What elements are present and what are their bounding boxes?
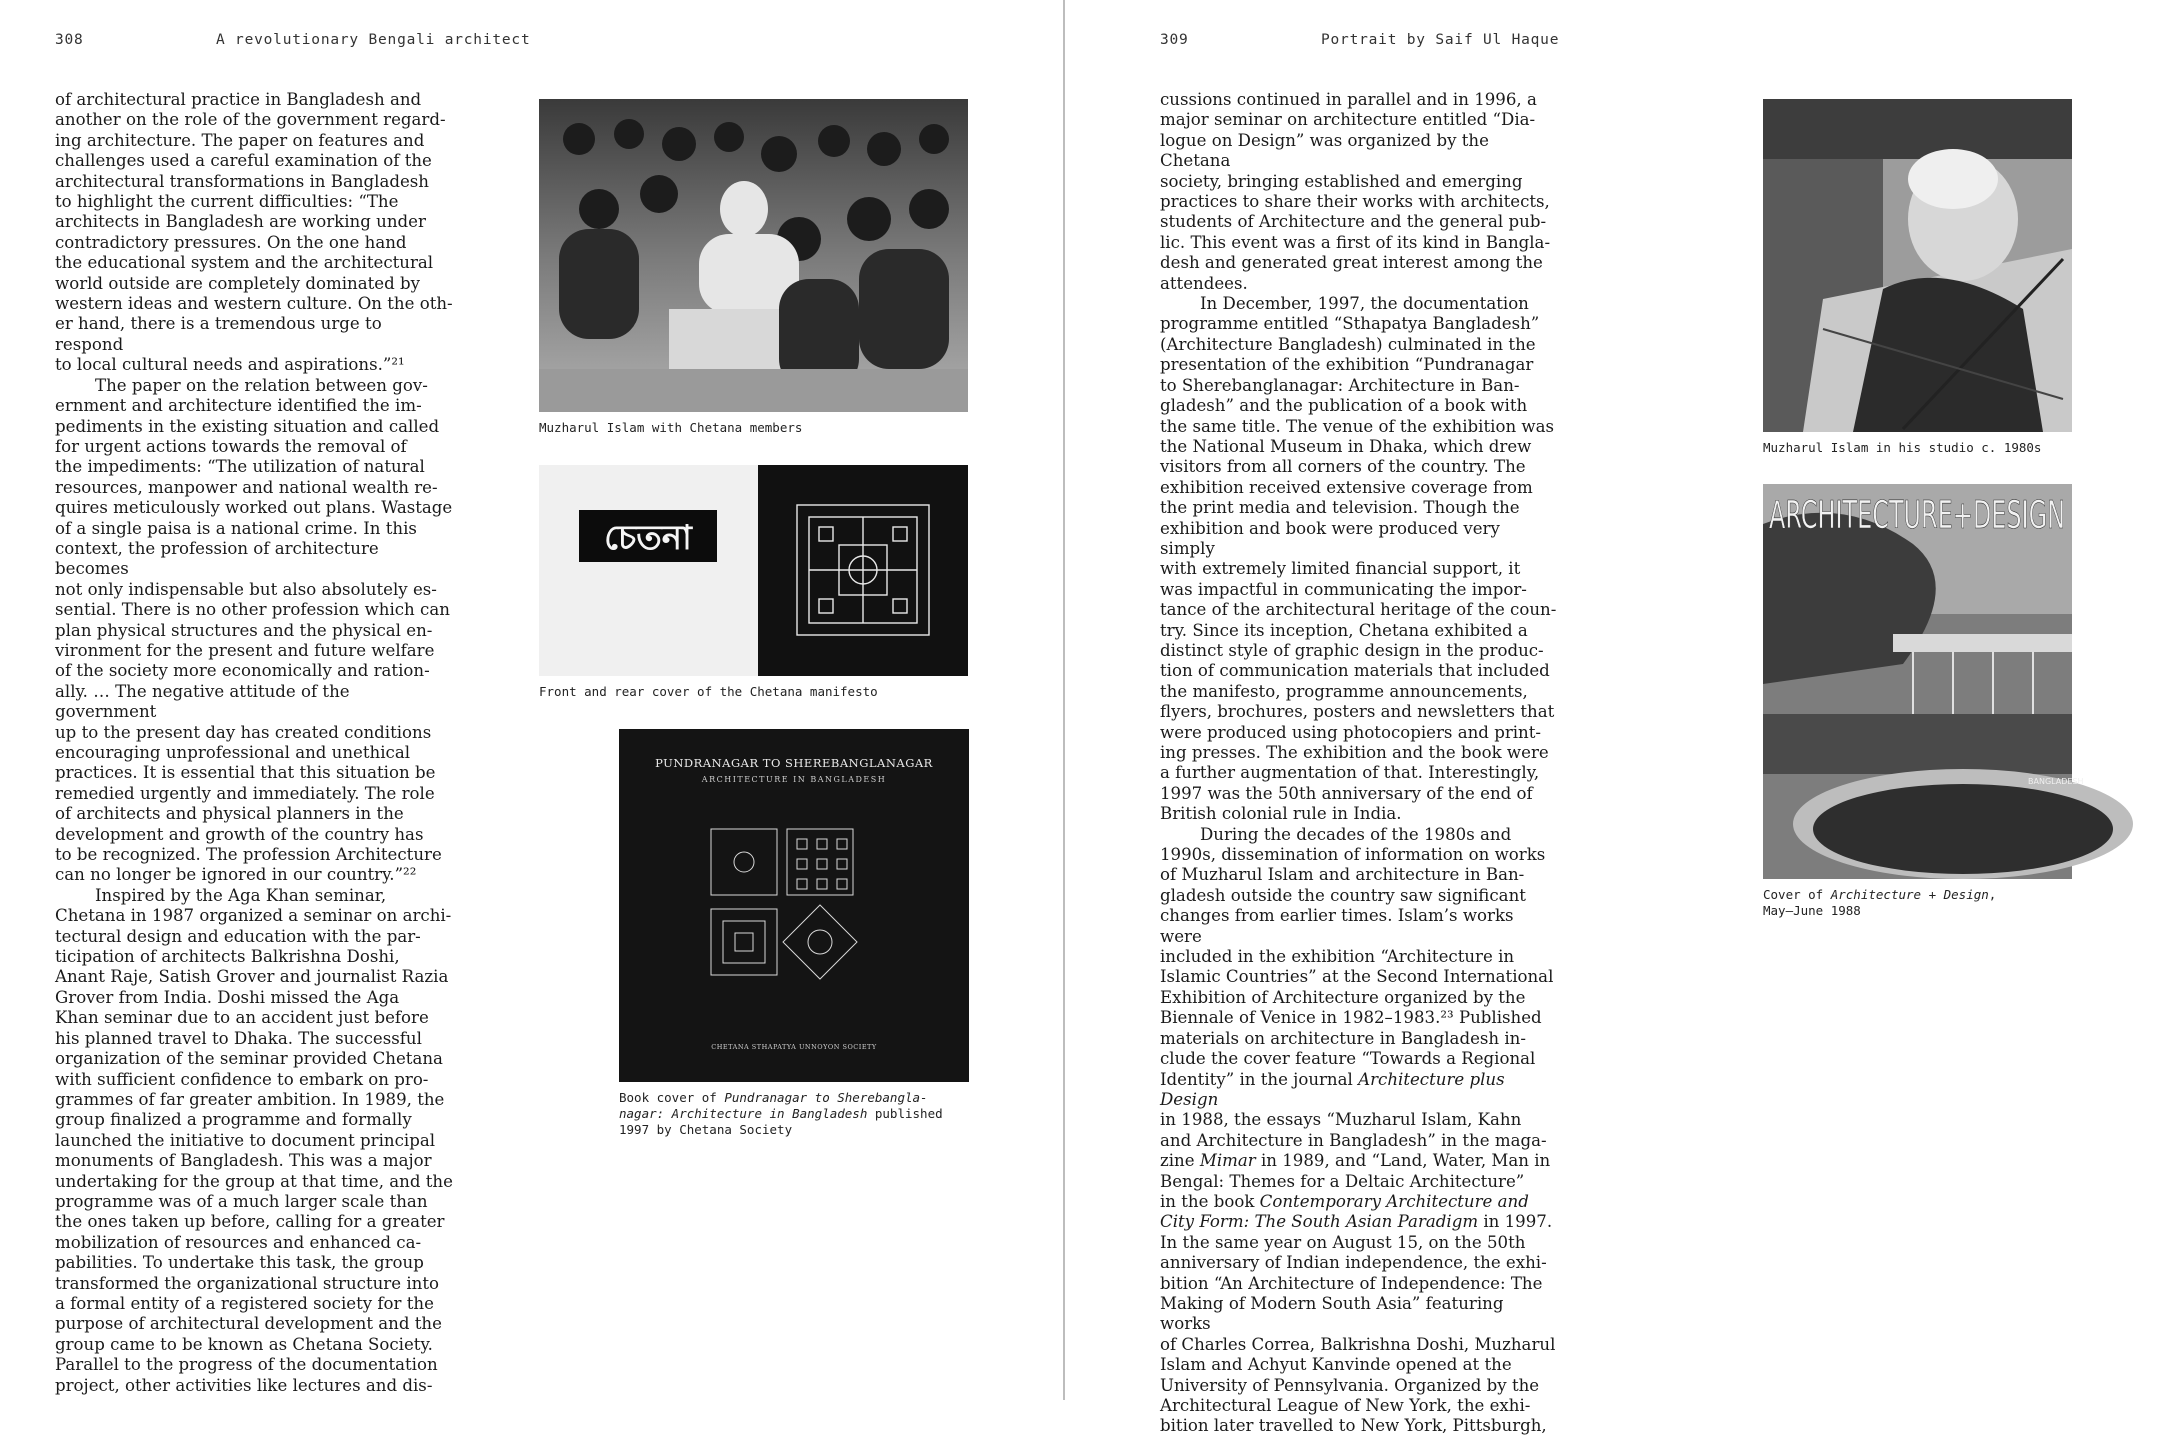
text-line: clude the cover feature “Towards a Regional [1160,1049,1536,1069]
text-line: desh and generated great interest among the [1160,253,1543,273]
caption-line: May–June 1988 [1763,903,1861,918]
text-line: In December, 1997, the documentation [1200,294,1529,314]
body-paragraph [55,886,453,1396]
text-line: visitors from all corners of the country. The [1160,457,1526,477]
text-line: Making of Modern South Asia” featuring works [1160,1293,1504,1334]
text-line: try. Since its inception, Chetana exhibited a [1160,620,1528,640]
studio-portrait-photo [1763,99,2072,432]
text-line: ing architecture. The paper on features and [55,130,425,150]
left-page [0,0,1063,1400]
chetana-members-photo [539,99,968,412]
text-line: bition later travelled to New York, Pittsburgh, [1160,1416,1547,1436]
text-line: western ideas and western culture. On the oth- [55,294,453,314]
text-line: flyers, brochures, posters and newsletters that [1160,702,1555,722]
text-line: of architects and physical planners in the [55,804,404,824]
body-paragraph [1160,825,1558,1437]
text-line: contradictory pressures. On the one hand [55,232,407,252]
text-line: to Sherebanglanagar: Architecture in Ban- [1160,375,1520,395]
text-line: distinct style of graphic design in the produc- [1160,640,1544,660]
text-line: monuments of Bangladesh. This was a major [55,1151,432,1171]
text-line: with extremely limited financial support, it [1160,559,1521,579]
body-column [1160,90,1558,1437]
photo-caption [539,420,959,436]
text-line: During the decades of the 1980s and [1200,824,1512,844]
text-line: the print media and television. Though the [1160,498,1520,518]
text-line: to highlight the current difficulties: “The [55,192,399,212]
text-line: presentation of the exhibition “Pundranagar [1160,355,1534,375]
text-line: plan physical structures and the physical en- [55,620,433,640]
running-head: A revolutionary Bengali architect [216,32,531,48]
text-line: context, the profession of architecture becomes [55,538,379,579]
book-title: PUNDRANAGAR TO SHEREBANGLANAGAR [655,756,933,770]
text-line: ticipation of architects Balkrishna Doshi, [55,947,400,967]
text-line: exhibition and book were produced very simply [1160,518,1500,558]
text-line: the National Museum in Dhaka, which drew [1160,436,1532,456]
text-line: a formal entity of a registered society for the [55,1293,434,1313]
text-line: programme was of a much larger scale than [55,1191,428,1211]
text-line: purpose of architectural development and the [55,1314,442,1334]
text-line: with sufficient confidence to embark on pro- [55,1069,429,1089]
text-line: resources, manpower and national wealth re- [55,477,438,497]
text-line: vironment for the present and future welfare [55,640,435,660]
book-subtitle: ARCHITECTURE IN BANGLADESH [701,775,887,784]
text-line: in 1988, the essays “Muzharul Islam, Kahn [1160,1110,1522,1130]
text-line: materials on architecture in Bangladesh in- [1160,1028,1526,1048]
text-line: to local cultural needs and aspirations.”²¹ [55,355,405,375]
text-line: was impactful in communicating the impor- [1160,579,1527,599]
right-page [1065,0,2128,1436]
text-line: Parallel to the progress of the documentation [55,1355,438,1375]
text-line: and Architecture in Bangladesh” in the maga- [1160,1130,1547,1150]
text-line: society, bringing established and emerging [1160,171,1523,191]
text-line: challenges used a careful examination of the [55,151,432,171]
caption-line: nagar: Architecture in Bangladesh published [619,1106,943,1121]
text-line: Islamic Countries” at the Second International [1160,967,1554,987]
text-line: architects in Bangladesh are working under [55,212,426,232]
text-line: The paper on the relation between gov- [95,375,428,395]
photo-caption [539,684,959,700]
text-line: exhibition received extensive coverage from [1160,477,1533,497]
text-line: Anant Raje, Satish Grover and journalist Razia [55,967,449,987]
text-line: In the same year on August 15, on the 50th [1160,1232,1526,1252]
text-line: lic. This event was a first of its kind in Bangla- [1160,232,1551,252]
text-line: group finalized a programme and formally [55,1110,412,1130]
text-line: encouraging unprofessional and unethical [55,743,411,762]
text-line: Architectural League of New York, the exhi- [1160,1396,1531,1415]
text-line: University of Pennsylvania. Organized by the [1160,1375,1540,1395]
text-line: another on the role of the government regard- [55,110,446,130]
text-line: organization of the seminar provided Chetana [55,1049,443,1069]
photo-caption [1763,887,2183,919]
text-line: the same title. The venue of the exhibition was [1160,416,1555,436]
text-line: group came to be known as Chetana Society. [55,1334,433,1354]
text-line: Identity” in the journal Architecture plus Design [1160,1069,1505,1109]
text-line: ing presses. The exhibition and the book were [1160,743,1549,762]
text-line: practices. It is essential that this situation be [55,763,436,783]
caption-line: Muzharul Islam with Chetana members [539,420,803,435]
text-line: not only indispensable but also absolutely es- [55,579,437,599]
magazine-masthead: ARCHITECTURE+DESIGN [1769,493,2065,537]
manifesto-logo: চেতনা [604,518,692,558]
text-line: a further augmentation of that. Interestingly, [1160,763,1540,783]
text-line: British colonial rule in India. [1160,804,1402,824]
text-line: grammes of far greater ambition. In 1989, the [55,1089,445,1109]
text-line: launched the initiative to document principal [55,1130,436,1150]
text-line: were produced using photocopiers and print- [1160,722,1542,742]
body-paragraph [1160,294,1558,825]
text-line: of Muzharul Islam and architecture in Ban- [1160,865,1525,885]
text-line: can no longer be ignored in our country.”²² [55,865,417,885]
text-line: Biennale of Venice in 1982–1983.²³ Published [1160,1008,1542,1028]
text-line: er hand, there is a tremendous urge to respond [55,314,382,354]
text-line: Inspired by the Aga Khan seminar, [95,885,387,905]
body-paragraph [1160,90,1558,294]
body-paragraph [55,90,453,376]
pundranagar-book-cover [619,729,969,1082]
text-line: quires meticulously worked out plans. Wastage [55,498,453,518]
body-column [55,90,453,1396]
text-line: in the book Contemporary Architecture and [1160,1191,1529,1211]
text-line: ally. … The negative attitude of the government [55,681,350,722]
text-line: development and growth of the country has [55,824,424,844]
text-line: the impediments: “The utilization of natural [55,457,425,477]
caption-line: 1997 by Chetana Society [619,1122,793,1137]
text-line: City Form: The South Asian Paradigm in 1997. [1160,1212,1553,1232]
caption-line: Front and rear cover of the Chetana manifesto [539,684,878,699]
text-line: cussions continued in parallel and in 1996, a [1160,90,1537,109]
text-line: tion of communication materials that included [1160,661,1550,681]
text-line: up to the present day has created conditions [55,722,432,742]
text-line: 1990s, dissemination of information on works [1160,845,1546,865]
text-line: major seminar on architecture entitled “Dia- [1160,110,1536,130]
text-line: sential. There is no other profession which can [55,600,450,620]
text-line: transformed the organizational structure into [55,1273,439,1293]
text-line: undertaking for the group at that time, and the [55,1171,453,1191]
text-line: pabilities. To undertake this task, the group [55,1253,424,1273]
text-line: world outside are completely dominated by [55,273,420,293]
text-line: Islam and Achyut Kanvinde opened at the [1160,1355,1512,1375]
text-line: Exhibition of Architecture organized by the [1160,987,1526,1007]
text-line: Grover from India. Doshi missed the Aga [55,987,400,1007]
text-line: zine Mimar in 1989, and “Land, Water, Man in [1160,1151,1551,1171]
text-line: of architectural practice in Bangladesh and [55,90,422,109]
text-line: the educational system and the architectural [55,253,434,273]
text-line: the manifesto, programme announcements, [1160,681,1528,701]
photo-caption [619,1090,1039,1138]
architecture-design-magazine-cover [1763,484,2084,879]
text-line: to be recognized. The profession Architecture [55,845,442,865]
text-line: his planned travel to Dhaka. The successful [55,1028,422,1048]
chetana-manifesto-covers [539,465,968,676]
text-line: remedied urgently and immediately. The role [55,783,435,803]
text-line: gladesh outside the country saw significant [1160,885,1526,905]
magazine-side-text: BANGLADESH [2028,777,2084,786]
text-line: gladesh” and the publication of a book with [1160,396,1528,416]
text-line: anniversary of Indian independence, the exhi- [1160,1253,1547,1273]
page-number: 308 [55,32,84,48]
text-line: bition “An Architecture of Independence: The [1160,1273,1543,1293]
text-line: programme entitled “Sthapatya Bangladesh” [1160,314,1540,334]
text-line: mobilization of resources and enhanced ca- [55,1232,422,1252]
body-paragraph [55,376,453,886]
page-number: 309 [1160,32,1189,48]
book-publisher: CHETANA STHAPATYA UNNOYON SOCIETY [711,1043,877,1051]
text-line: included in the exhibition “Architecture in [1160,947,1515,967]
photo-caption [1763,440,2183,456]
text-line: Bengal: Themes for a Deltaic Architecture” [1160,1171,1525,1191]
text-line: pediments in the existing situation and called [55,416,440,436]
text-line: tectural design and education with the par- [55,926,421,946]
text-line: practices to share their works with architects, [1160,192,1550,212]
running-head: Portrait by Saif Ul Haque [1321,32,1560,48]
text-line: of a single paisa is a national crime. In this [55,518,417,538]
text-line: for urgent actions towards the removal of [55,436,407,456]
text-line: project, other activities like lectures and dis- [55,1375,433,1395]
text-line: logue on Design” was organized by the Chetana [1160,130,1489,171]
text-line: (Architecture Bangladesh) culminated in the [1160,334,1536,354]
text-line: attendees. [1160,273,1248,293]
text-line: of the society more economically and ration- [55,661,430,681]
text-line: the ones taken up before, calling for a greater [55,1212,445,1232]
caption-line: Book cover of Pundranagar to Sherebangla- [619,1090,928,1105]
text-line: architectural transformations in Bangladesh [55,171,429,191]
caption-line: Muzharul Islam in his studio c. 1980s [1763,440,2042,455]
text-line: ernment and architecture identified the im- [55,396,422,416]
text-line: students of Architecture and the general pub- [1160,212,1547,232]
text-line: changes from earlier times. Islam’s works were [1160,906,1514,946]
text-line: of Charles Correa, Balkrishna Doshi, Muzharul [1160,1334,1556,1354]
text-line: tance of the architectural heritage of the coun- [1160,600,1557,620]
text-line: Khan seminar due to an accident just before [55,1008,429,1028]
caption-line: Cover of Architecture + Design, [1763,887,1997,902]
text-line: Chetana in 1987 organized a seminar on archi- [55,906,452,926]
text-line: 1997 was the 50th anniversary of the end of [1160,783,1533,803]
